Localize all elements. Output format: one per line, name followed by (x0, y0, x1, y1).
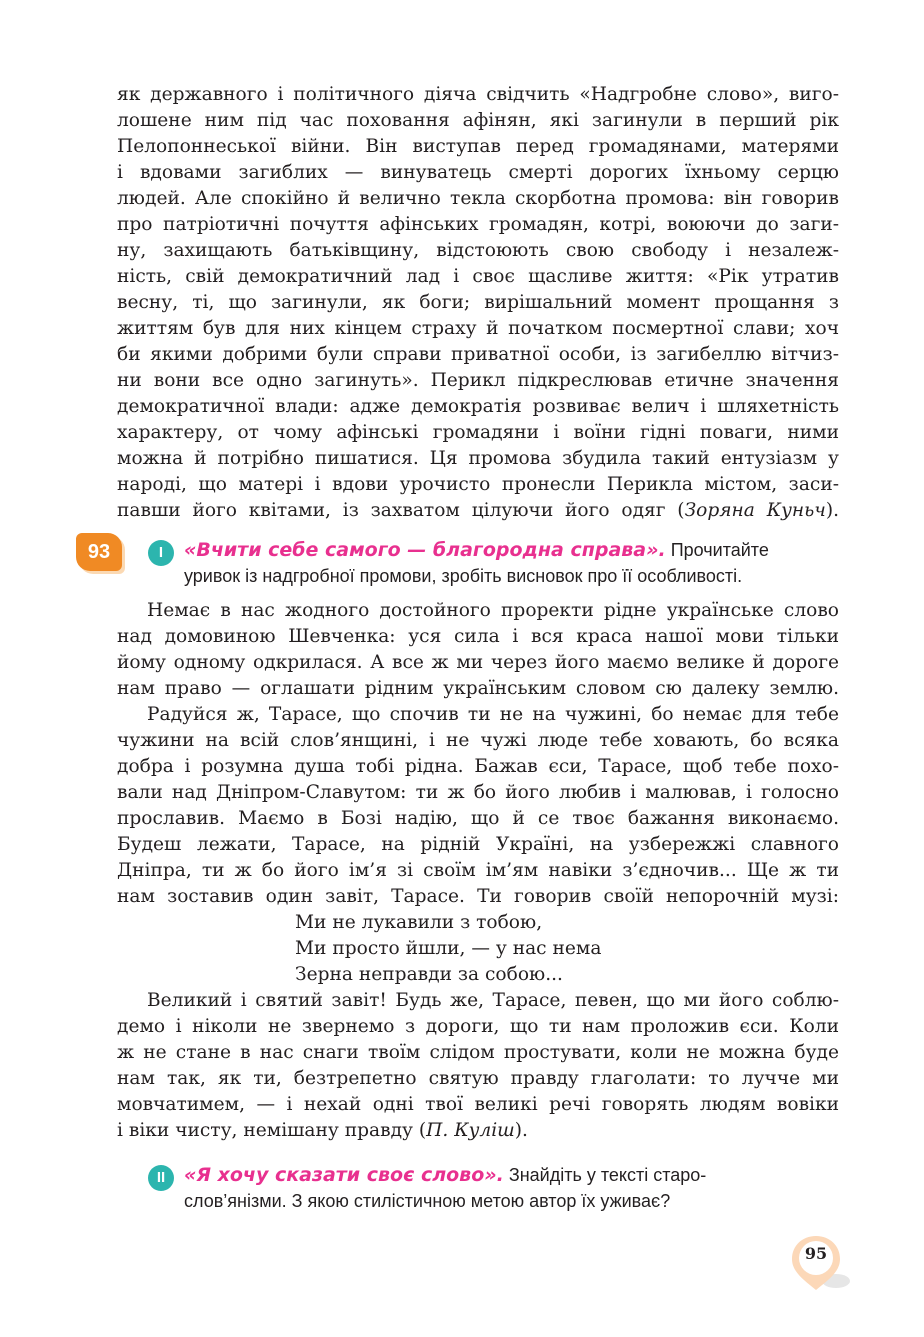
text-line-last (117, 498, 839, 524)
text-line: вали над Дніпром-Славутом: ти ж бо його любив і малював, і голосно (117, 782, 839, 803)
text-line: і вдовами загиблих — винуватець смерті дорогих їхньому серцю (117, 162, 839, 183)
text-line: як державного і політичного діяча свідчить «Надгробне слово», виго- (117, 84, 839, 105)
text-line: демократичної влади: адже демократія розвиває велич і шляхетність (117, 396, 839, 417)
page-number-marker (788, 1232, 850, 1294)
text-line: ність, свій демократичний лад і своє щасливе життя: «Рік утратив (117, 266, 839, 287)
text-line: характеру, от чому афінські громадяни і воїни гідні поваги, ними (117, 422, 839, 443)
text-line: Пелопоннеської війни. Він виступав перед громадянами, матерями (117, 136, 839, 157)
text-line: Великий і святий завіт! Будь же, Тарасе, певен, що ми його соблю- (147, 990, 839, 1011)
source-author: П. Куліш (426, 1120, 515, 1141)
text-line: чужини на всій слов’янщині, і не чужі люде тебе ховають, бо всяка (117, 730, 839, 751)
task-1-text: Прочитайте (665, 540, 769, 560)
text-line: демо і ніколи не звернемо з дороги, що ти нам проложив єси. Коли (117, 1016, 839, 1037)
text-line: Радуйся ж, Тарасе, що спочив ти не на чужині, бо немає для тебе (147, 704, 839, 725)
text-line: людей. Але спокійно й велично текла скорботна промова: він говорив (117, 188, 839, 209)
text-fragment: ). (825, 500, 839, 521)
exercise-number-badge: 93 (76, 533, 122, 571)
task-1-line-2: уривок із надгробної промови, зробіть висновок про її особливості. (184, 566, 743, 586)
poem-line: Ми просто йшли, — у нас нема (295, 938, 602, 959)
text-line: йому одному одкрилася. А все ж ми через його маємо велике й дороге (117, 652, 839, 673)
task-2-text: Знайдіть у тексті старо- (503, 1165, 707, 1185)
task-2-line-1 (148, 1163, 840, 1189)
source-author: Зоряна Куньч (684, 500, 826, 521)
task-marker-1: I (148, 540, 174, 566)
text-line: над домовиною Шевченка: уся сила і вся краса нашої мови тільки (117, 626, 839, 647)
top-paragraph (117, 82, 839, 524)
poem-line: Зерна неправди за собою... (295, 964, 563, 985)
task-1 (148, 538, 840, 588)
text-line: життям був для них кінцем страху й початком посмертної слави; хоч (117, 318, 839, 339)
text-line: ну, захищають батьківщину, відстоюють свою свободу і незалеж- (117, 240, 839, 261)
task-marker-2: II (148, 1165, 174, 1191)
text-fragment: і віки чисту, немішану правду ( (117, 1120, 427, 1141)
text-line: про патріотичні почуття афінських громадян, котрі, воюючи до заги- (117, 214, 839, 235)
text-line: можна й потрібно пишатися. Ця промова збудила такий ентузіазм у (117, 448, 839, 469)
task-1-line-1 (148, 538, 840, 564)
task-2 (148, 1163, 840, 1213)
text-line: ж не стане в нас снаги твоїм слідом простувати, коли не можна буде (117, 1042, 839, 1063)
text-line: лошене ним під час поховання афінян, які загинули в перший рік (117, 110, 839, 131)
task-2-line-2: слов’янізми. З якою стилістичною метою автор їх уживає? (184, 1191, 671, 1211)
text-fragment: павши його квітами, із захватом цілуючи його одяг ( (117, 500, 685, 521)
text-line-last (117, 1118, 839, 1144)
poem-line: Ми не лукавили з тобою, (295, 912, 543, 933)
text-line: нам право — оглашати рідним українським словом сю далеку землю. (117, 678, 839, 699)
page-number: 95 (804, 1244, 828, 1263)
text-fragment: ). (514, 1120, 528, 1141)
text-line: мовчатимем, — і нехай одні твої великі речі говорять людям вовіки (117, 1094, 839, 1115)
text-line: прославив. Маємо в Бозі надію, що й се твоє бажання виконаємо. (117, 808, 839, 829)
excerpt (117, 598, 839, 1144)
text-line: би якими добрими були справи приватної особи, із загибеллю вітчиз- (117, 344, 839, 365)
task-1-heading: «Вчити себе самого — благородна справа». (184, 539, 666, 561)
text-line: ни вони все одно загинуть». Перикл підкреслював етичне значення (117, 370, 839, 391)
text-line: Немає в нас жодного достойного проректи рідне українське слово (147, 600, 839, 621)
task-2-heading: «Я хочу сказати своє слово». (184, 1164, 504, 1186)
text-line: Будеш лежати, Тарасе, на рідній Україні, на узбережжі славного (117, 834, 839, 855)
text-line: Дніпра, ти ж бо його ім’я зі своїм ім’ям навіки з’єдночив... Ще ж ти (117, 860, 839, 881)
text-line: нам так, як ти, безтрепетно святую правду глаголати: то лучче ми (117, 1068, 839, 1089)
text-line: народі, що матері і вдови урочисто пронесли Перикла містом, заси- (117, 474, 839, 495)
location-pin-icon (788, 1232, 850, 1294)
text-line: добра і розумна душа тобі рідна. Бажав єси, Тарасе, щоб тебе похо- (117, 756, 839, 777)
text-line: нам зоставив один завіт, Тарасе. Ти говорив своїй непорочній музі: (117, 886, 839, 907)
text-line: весну, ті, що загинули, як боги; вирішальний момент прощання з (117, 292, 839, 313)
